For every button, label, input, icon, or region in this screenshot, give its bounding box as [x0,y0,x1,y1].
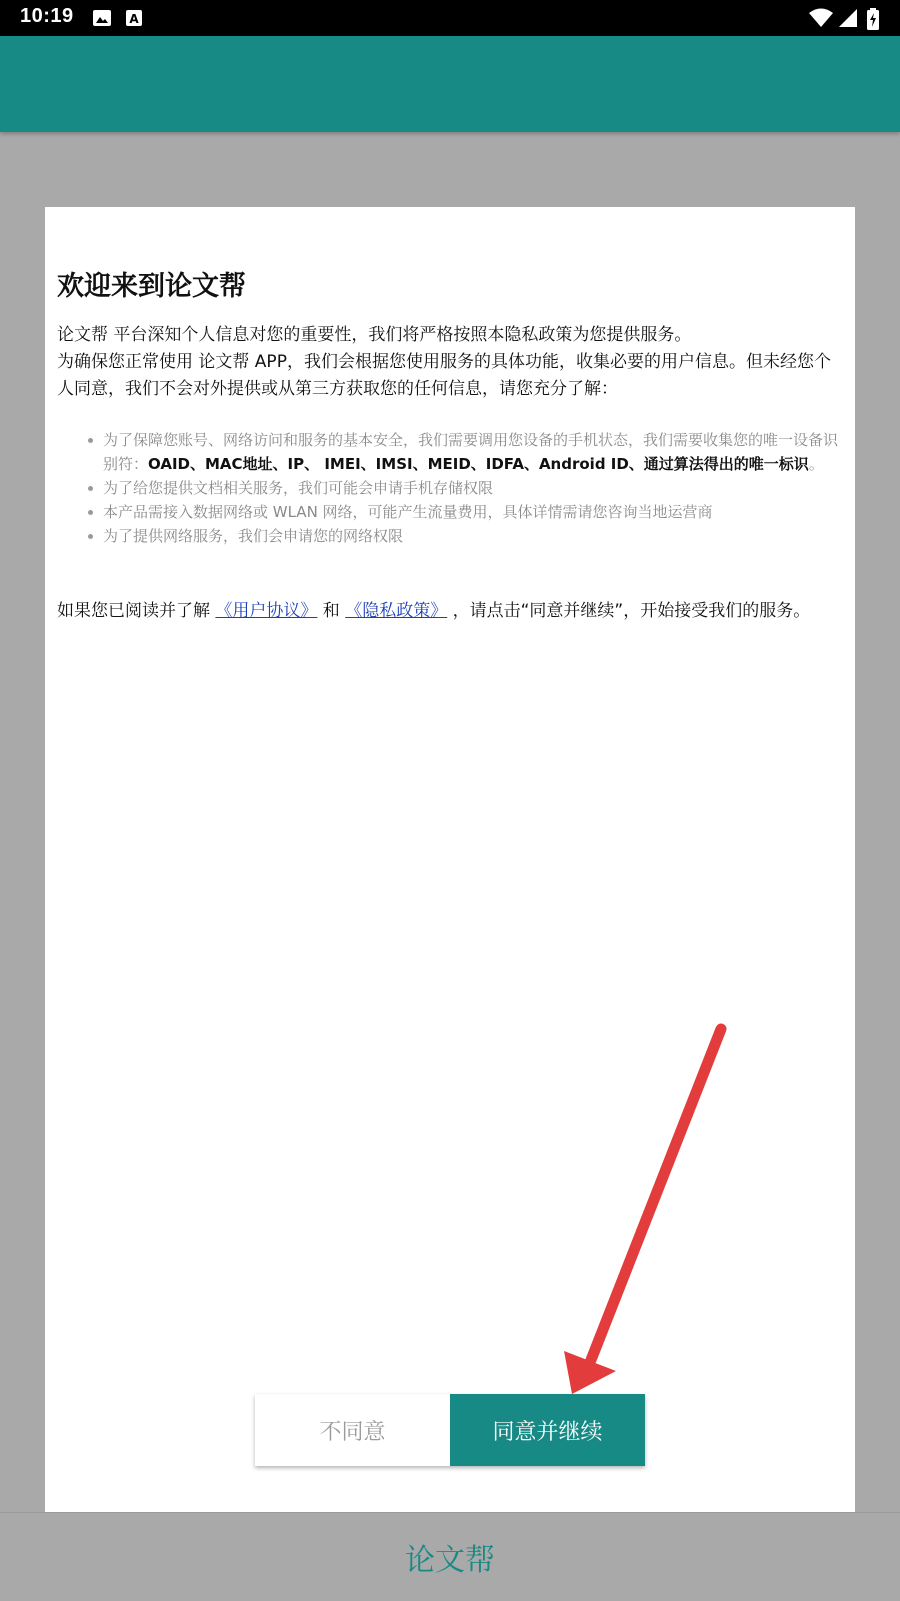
battery-charging-icon [866,8,880,34]
disagree-button[interactable]: 不同意 [255,1394,450,1466]
signal-icon [838,8,858,32]
status-bar [0,0,900,36]
intro-line-2: 为确保您正常使用 论文帮 APP，我们会根据您使用服务的具体功能，收集必要的用户信息。但未经您个人同意，我们不会对外提供或从第三方获取您的任何信息，请您充分了解： [57,352,831,399]
permission-item-network: 为了提供网络服务，我们会申请您的网络权限 [103,524,843,548]
permission-item-device-id-end: 。 [808,455,824,473]
privacy-dialog [45,207,855,1512]
consent-suffix: ，请点击“同意并继续”，开始接受我们的服务。 [447,601,811,621]
agree-and-continue-button[interactable]: 同意并继续 [450,1394,645,1466]
bottom-bar [0,1512,900,1601]
bottom-app-title: 论文帮 [405,1543,495,1578]
device-identifiers: OAID、MAC地址、IP、 IMEI、IMSI、MEID、IDFA、Android ID、通过算法得出的唯一标识 [148,455,809,473]
consent-and: 和 [317,601,346,621]
dialog-button-row [255,1394,645,1466]
permission-list [103,428,843,548]
keyboard-a-icon [124,8,144,32]
wifi-icon [808,8,834,32]
intro-text [57,322,847,403]
image-icon [92,8,112,32]
intro-line-1: 论文帮 平台深知个人信息对您的重要性，我们将严格按照本隐私政策为您提供服务。 [57,325,692,345]
permission-item-data-network: 本产品需接入数据网络或 WLAN 网络，可能产生流量费用，具体详情需请您咨询当地运营商 [103,500,843,524]
app-bar [0,36,900,132]
svg-text:A: A [129,12,139,26]
status-time: 10:19 [20,5,74,27]
consent-text [57,597,817,625]
privacy-policy-link[interactable]: 《隐私政策》 [345,601,448,621]
user-agreement-link[interactable]: 《用户协议》 [215,601,318,621]
permission-item-device-id [103,428,843,476]
dialog-title: 欢迎来到论文帮 [57,271,246,302]
consent-prefix: 如果您已阅读并了解 [57,601,216,621]
permission-item-device-id-text: 为了保障您账号、网络访问和服务的基本安全，我们需要调用您设备的手机状态，我们需要收集您的唯一设备识别符： [103,431,839,473]
permission-item-storage: 为了给您提供文档相关服务，我们可能会申请手机存储权限 [103,476,843,500]
